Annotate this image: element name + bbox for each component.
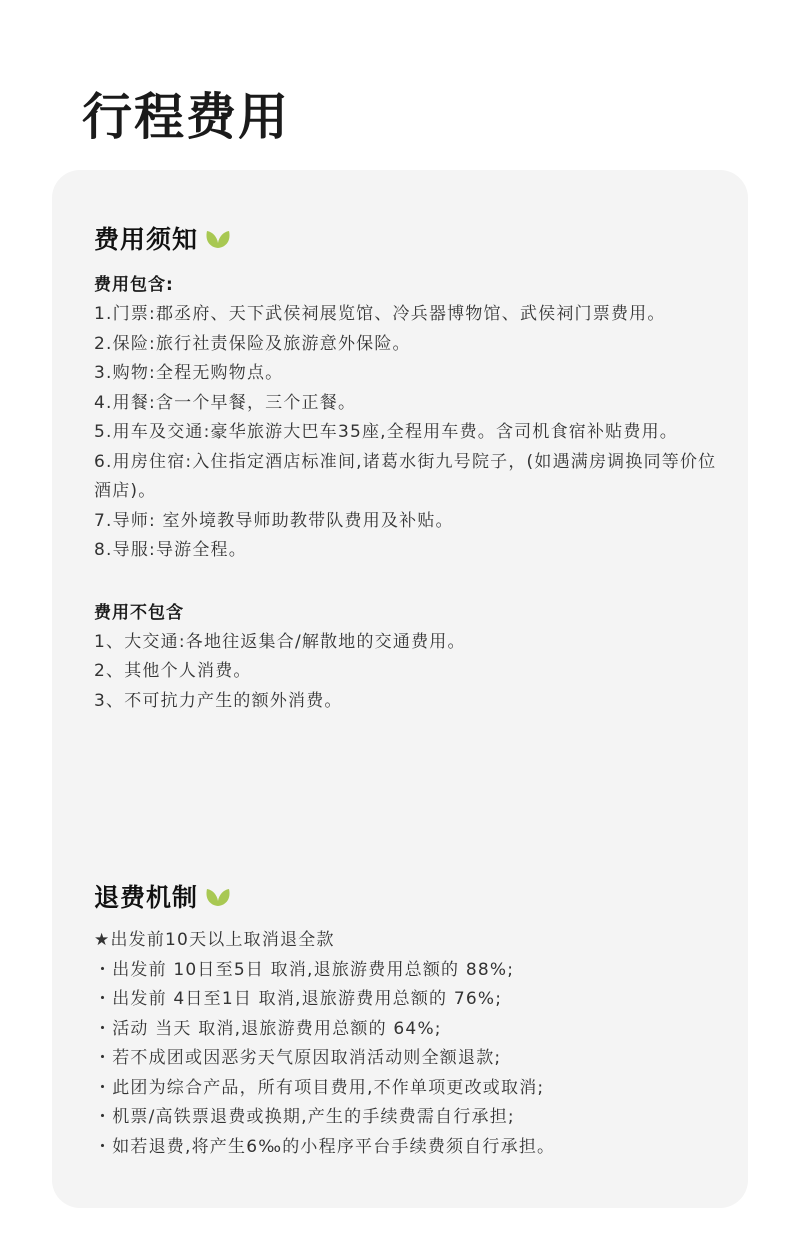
excluded-item: 1、大交通:各地往返集合/解散地的交通费用。 bbox=[94, 631, 466, 652]
included-item: 4.用餐:含一个早餐，三个正餐。 bbox=[94, 392, 357, 413]
fee-card bbox=[52, 170, 748, 1208]
included-title: 费用包含: bbox=[94, 275, 174, 295]
refund-item: ・如若退费,将产生6‰的小程序平台手续费须自行承担。 bbox=[94, 1136, 556, 1157]
leaf-icon bbox=[204, 884, 232, 908]
refund-policy-section bbox=[94, 876, 728, 1162]
included-item: 8.导服:导游全程。 bbox=[94, 540, 247, 560]
excluded-item: 3、不可抗力产生的额外消费。 bbox=[94, 690, 343, 711]
refund-item: ★出发前10天以上取消退全款 bbox=[94, 930, 335, 950]
refund-item: ・出发前 10日至5日 取消,退旅游费用总额的 88%; bbox=[94, 959, 515, 980]
included-item: 7.导师: 室外境教导师助教带队费用及补贴。 bbox=[94, 510, 454, 531]
fee-notice-section bbox=[94, 218, 728, 716]
refund-item: ・出发前 4日至1日 取消,退旅游费用总额的 76%; bbox=[94, 989, 503, 1009]
leaf-icon bbox=[204, 226, 232, 250]
refund-item: ・机票/高铁票退费或换期,产生的手续费需自行承担; bbox=[94, 1107, 515, 1127]
refund-item: ・活动 当天 取消,退旅游费用总额的 64%; bbox=[94, 1018, 442, 1039]
refund-item: ・若不成团或因恶劣天气原因取消活动则全额退款; bbox=[94, 1048, 502, 1068]
refund-policy-title: 退费机制 bbox=[94, 883, 199, 912]
included-item: 3.购物:全程无购物点。 bbox=[94, 363, 284, 383]
spacer bbox=[94, 566, 728, 598]
included-item: 1.门票:郡丞府、天下武侯祠展览馆、冷兵器博物馆、武侯祠门票费用。 bbox=[94, 304, 666, 324]
excluded-title: 费用不包含 bbox=[94, 602, 184, 623]
refund-list bbox=[94, 926, 728, 1162]
included-item: 5.用车及交通:豪华旅游大巴车35座,全程用车费。含司机食宿补贴费用。 bbox=[94, 422, 678, 442]
fee-notice-title: 费用须知 bbox=[94, 225, 199, 254]
refund-policy-header bbox=[94, 876, 728, 916]
included-item: 6.用房住宿:入住指定酒店标准间,诸葛水街九号院子，(如遇满房调换同等价位酒店)。 bbox=[94, 451, 717, 501]
excluded-item: 2、其他个人消费。 bbox=[94, 661, 252, 681]
fee-included-list bbox=[94, 270, 728, 716]
page-title: 行程费用 bbox=[82, 88, 290, 146]
included-item: 2.保险:旅行社责保险及旅游意外保险。 bbox=[94, 333, 411, 354]
refund-item: ・此团为综合产品，所有项目费用,不作单项更改或取消; bbox=[94, 1077, 545, 1098]
fee-notice-header bbox=[94, 218, 728, 258]
